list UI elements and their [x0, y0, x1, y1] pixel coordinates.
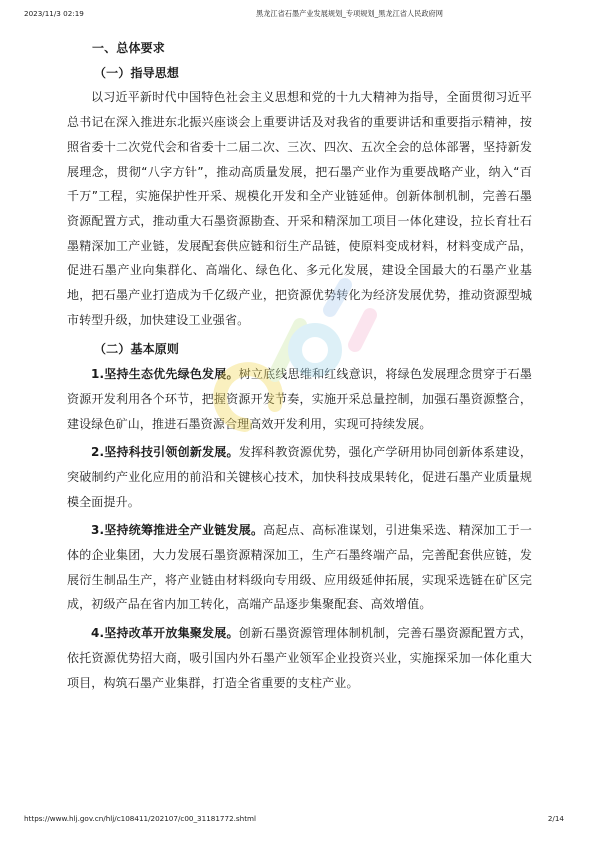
print-page-title: 黑龙江省石墨产业发展规划_专项规划_黑龙江省人民政府网 — [256, 9, 443, 18]
principle-paragraph — [67, 621, 532, 695]
print-page-number: 2/14 — [547, 814, 564, 823]
principle-paragraph — [67, 362, 532, 436]
principle-lead: 2.坚持科技引领创新发展。 — [91, 445, 239, 460]
principle-body: 树立底线思维和红线意识，将绿色发展理念贯穿于石墨资源开发利用各个环节，把握资源开发节奏，实施开采总量控制，加强石墨资源整合，建设绿色矿山，推进石墨资源合理高效开发利用，实现可持续发展。 — [67, 367, 532, 431]
print-footer — [24, 814, 570, 826]
principle-lead: 1.坚持生态优先绿色发展。 — [91, 367, 239, 382]
principle-paragraph — [67, 518, 532, 617]
print-header — [24, 9, 570, 21]
print-datetime: 2023/11/3 02:19 — [24, 9, 84, 18]
subsection-title-principles: （二）基本原则 — [94, 342, 180, 357]
principle-lead: 4.坚持改革开放集聚发展。 — [91, 626, 239, 641]
principle-paragraph — [67, 440, 532, 514]
print-url: https://www.hlj.gov.cn/hlj/c108411/202107/c00_31181772.shtml — [24, 814, 257, 823]
principle-lead: 3.坚持统筹推进全产业链发展。 — [91, 523, 264, 538]
principle-body: 发挥科教资源优势，强化产学研用协同创新体系建设，突破制约产业化应用的前沿和关键核心技术，加快科技成果转化，促进石墨产业质量规模全面提升。 — [67, 445, 532, 509]
subsection-title-guiding: （一）指导思想 — [94, 65, 180, 80]
paragraph-guiding-ideology: 以习近平新时代中国特色社会主义思想和党的十九大精神为指导，全面贯彻习近平总书记在深入推进东北振兴座谈会上重要讲话及对我省的重要讲话和重要指示精神，按照省委十二次党代会和省委十二届二次、三次、四次、五次全会的总体部署，坚持新发展理念，贯彻“八字方针”，推动高质量发展，把石墨产业作为重要战略产业，纳入“百千万”工程，实施保护性开采、规模化开发和全产业链延伸。创新体制机制，完善石墨资源配置方式，推动重大石墨资源勘查、开采和精深加工项目一体化建设，拉长育壮石墨精深加工产业链，发展配套供应链和衍生产品链，使原料变成材料，材料变成产品，促进石墨产业向集群化、高端化、绿色化、多元化发展，建设全国最大的石墨产业基地，把石墨产业打造成为千亿级产业，把资源优势转化为经济发展优势，推动资源型城市转型升级，加快建设工业强省。 — [67, 90, 532, 327]
document-body — [67, 36, 532, 699]
principle-body: 高起点、高标准谋划，引进集采选、精深加工于一体的企业集团，大力发展石墨资源精深加工，生产石墨终端产品，完善配套供应链，发展衍生制品生产，将产业链由材料级向专用级、应用级延伸拓展，实现采选链在矿区完成，初级产品在省内加工转化，高端产品逐步集聚配套、高效增值。 — [67, 523, 532, 612]
section-title: 一、总体要求 — [92, 41, 165, 55]
principle-body: 创新石墨资源管理体制机制，完善石墨资源配置方式，依托资源优势招大商，吸引国内外石墨产业领军企业投资兴业，实施探采加一体化重大项目，构筑石墨产业集群，打造全省重要的支柱产业。 — [67, 626, 532, 690]
